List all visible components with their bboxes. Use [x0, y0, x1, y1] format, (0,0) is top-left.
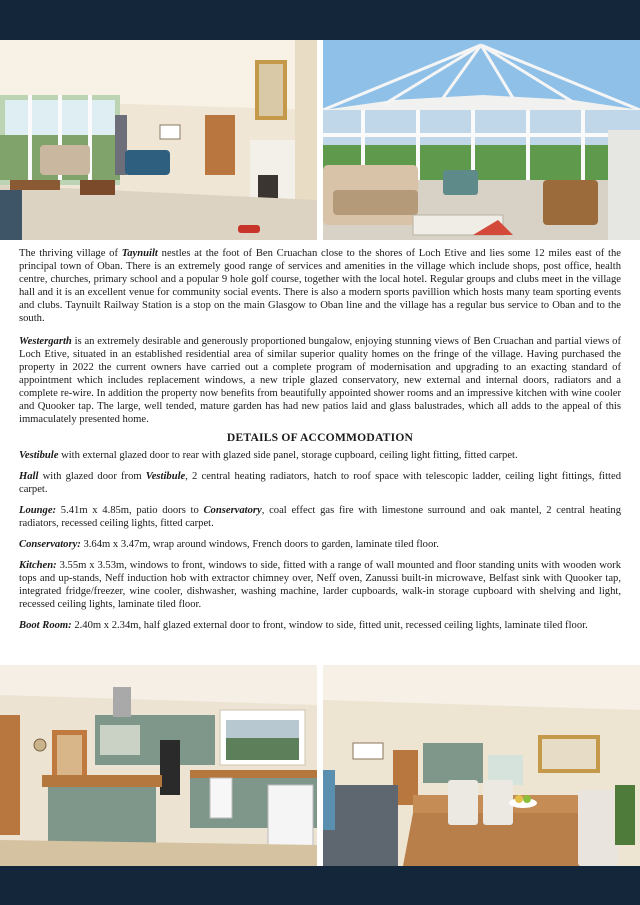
room-vestibule [19, 449, 621, 462]
kitchen-photo [0, 665, 317, 866]
room-hall [19, 470, 621, 496]
intro-text: The thriving village of [19, 248, 122, 259]
room-text: 3.64m x 3.47m, wrap around windows, French doors to garden, laminate tiled floor. [80, 539, 439, 551]
details-heading: DETAILS OF ACCOMMODATION [226, 431, 414, 445]
room-name: Lounge: [19, 505, 57, 517]
intro-paragraph-property [19, 335, 621, 427]
intro-text-rest: nestles at the foot of Ben Cruachan close to the shores of Loch Etive and lies some 12 miles east of the principal town of Oban. There is an extremely good range of services and amenities in the village which include shops, post office, health centre, churches, primary school and a popular 9 hole golf course, together with the local hotel. Regular groups and clubs meet in the village hall and it is an excellent venue for community social events. There is also a modern sports pavillion which hosts many team sporting events and clubs. Taynuilt Railway Station is a stop on the main Glasgow to Oban line and the village has a regular bus service to Oban and to the south. [19, 248, 621, 325]
room-conservatory [19, 538, 621, 551]
room-text: with glazed door from [38, 471, 146, 483]
room-reference: Conservatory [203, 505, 262, 517]
conservatory-photo [323, 40, 640, 240]
lounge-photo [0, 40, 317, 240]
room-text: , 2 central heating radiators, hatch to roof space with telescopic ladder, ceiling light fittings, fitted carpet. [19, 471, 621, 496]
room-lounge [19, 504, 621, 530]
property-description-text: is an extremely desirable and generously proportioned bungalow, enjoying stunning views of Ben Cruachan and partial views of Loch Etive, situated in an established residential area of similar superior quality homes on the fringe of the village. Having purchased the property in 2022 the current owners have carried out a complete program of modernisation and upgrading to an exacting standard of appointment which includes replacement windows, a new triple glazed conservatory, new external and internal doors, radiators and a complete re-wire. In addition the property now benefits from beautifully appointed shower rooms and an impressive kitchen with wine cooler and Quooker tap. The large, well tended, mature garden has had new patios laid and glass balustrades, which all adds to the appeal of this immaculately presented home. [19, 335, 621, 426]
property-name: Westergarth [19, 335, 72, 347]
top-banner [0, 0, 640, 40]
room-name: Vestibule [19, 450, 59, 462]
property-description [19, 247, 621, 632]
room-reference: Vestibule [145, 471, 186, 483]
room-name: Boot Room: [19, 620, 72, 632]
room-text: 5.41m x 4.85m, patio doors to [56, 505, 204, 517]
room-text: , coal effect gas fire with limestone surround and oak mantel, 2 central heating radiators, recessed ceiling lights, fitted carpet. [19, 505, 621, 530]
bottom-banner [0, 866, 640, 905]
room-name: Kitchen: [19, 560, 57, 572]
room-name: Conservatory: [19, 539, 81, 551]
room-name: Hall [19, 471, 39, 483]
intro-paragraph-village [19, 247, 621, 326]
room-text: 2.40m x 2.34m, half glazed external door to front, window to side, fitted unit, recessed ceiling lights, laminate tiled floor. [71, 620, 588, 632]
room-text: with external glazed door to rear with glazed side panel, storage cupboard, ceiling light fitting, fitted carpet. [58, 450, 518, 462]
room-text: 3.55m x 3.53m, windows to front, windows to side, fitted with a range of wall mounted and floor standing units with wooden work tops and up-stands, Neff induction hob with extractor chimney over, Neff oven, Zanussi built-in microwave, Belfast sink with Quooker tap, integrated fridge/freezer, wine cooler, dishwasher, washing machine, larder cupboards, walk-in storage cupboard with shelving and light, recessed ceiling lights, laminate tiled floor. [19, 560, 621, 611]
room-kitchen [19, 559, 621, 611]
village-name: Taynuilt [121, 248, 158, 259]
dining-photo [323, 665, 640, 866]
room-boot-room [19, 619, 621, 632]
